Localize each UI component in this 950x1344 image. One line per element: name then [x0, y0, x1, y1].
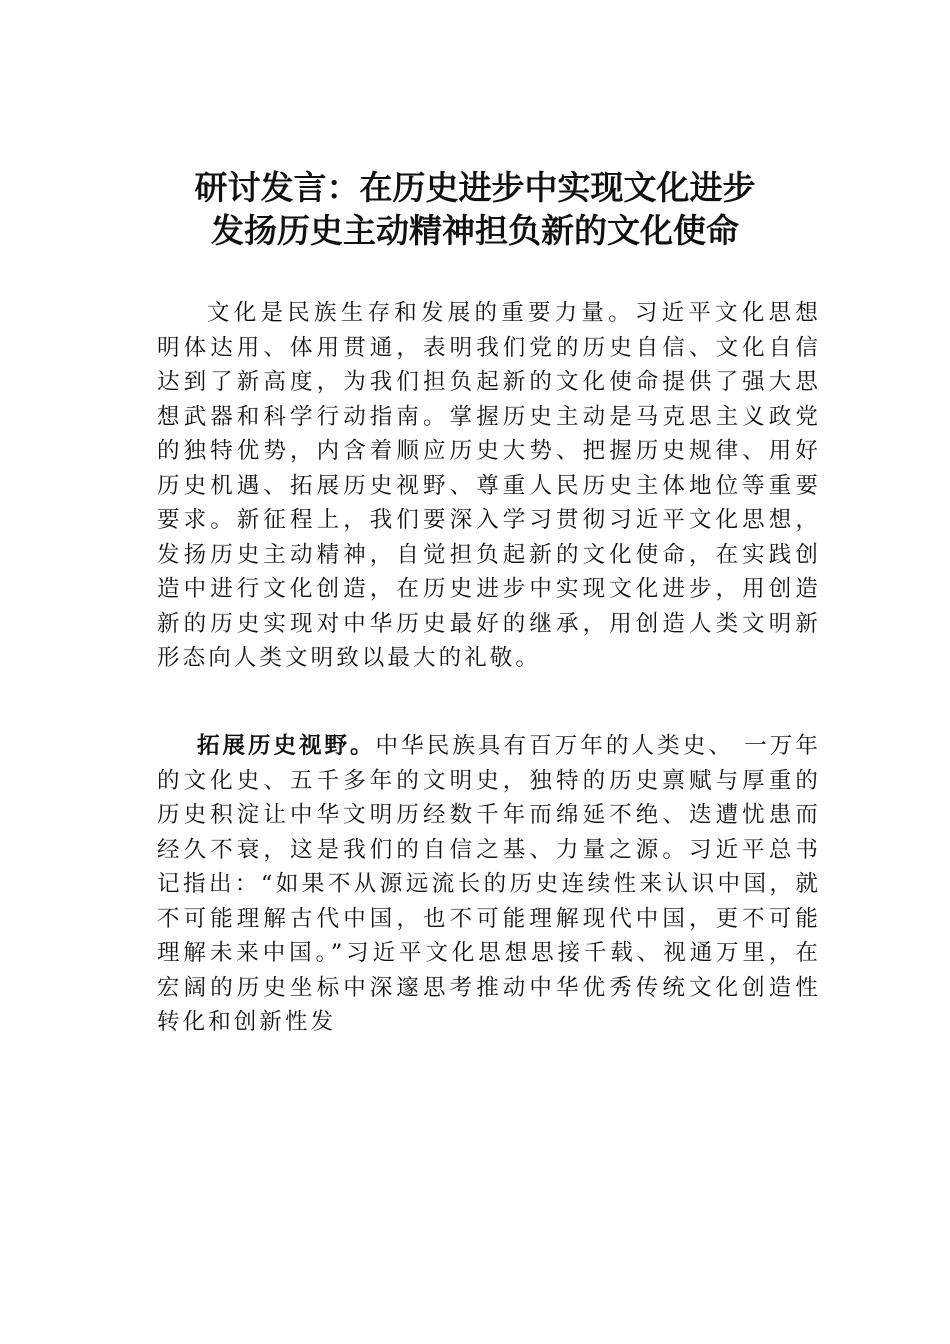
paragraph-2-body: 中华民族具有百万年的人类史、 一万年的文化史、五千多年的文明史，独特的历史禀赋与厚重的历史积淀让中华文明历经数千年而绵延不绝、迭遭忧患而经久不衰，这是我们的自信之基、力量之源。习近平总书记指出：“如果不从源远流长的历史连续性来认识中国，就不可能理解古代中国，也不可能理解现代中国，更不可能理解未来中国。”习近平文化思想思接千载、视通万里，在宏阔的历史坐标中深邃思考推动中华优秀传统文化创造性转化和创新性发 — [157, 733, 821, 1035]
paragraph-1: 文化是民族生存和发展的重要力量。习近平文化思想明体达用、体用贯通，表明我们党的历史自信、文化自信达到了新高度，为我们担负起新的文化使命提供了强大思想武器和科学行动指南。掌握历史主动是马克思主义政党的独特优势，内含着顺应历史大势、把握历史规律、用好历史机遇、拓展历史视野、尊重人民历史主体地位等重要要求。新征程上，我们要深入学习贯彻习近平文化思想，发扬历史主动精神，自觉担负起新的文化使命，在实践创造中进行文化创造，在历史进步中实现文化进步，用创造新的历史实现对中华历史最好的继承，用创造人类文明新形态向人类文明致以最大的礼敬。 — [157, 300, 821, 671]
title-line-2: 发扬历史主动精神担负新的文化使命 — [211, 211, 739, 250]
paragraph-2 — [157, 729, 821, 1040]
paragraph-2-lead: 拓展历史视野。 — [197, 733, 376, 759]
title-line-1: 研讨发言：在历史进步中实现文化进步 — [194, 168, 756, 207]
document-title — [130, 166, 820, 252]
